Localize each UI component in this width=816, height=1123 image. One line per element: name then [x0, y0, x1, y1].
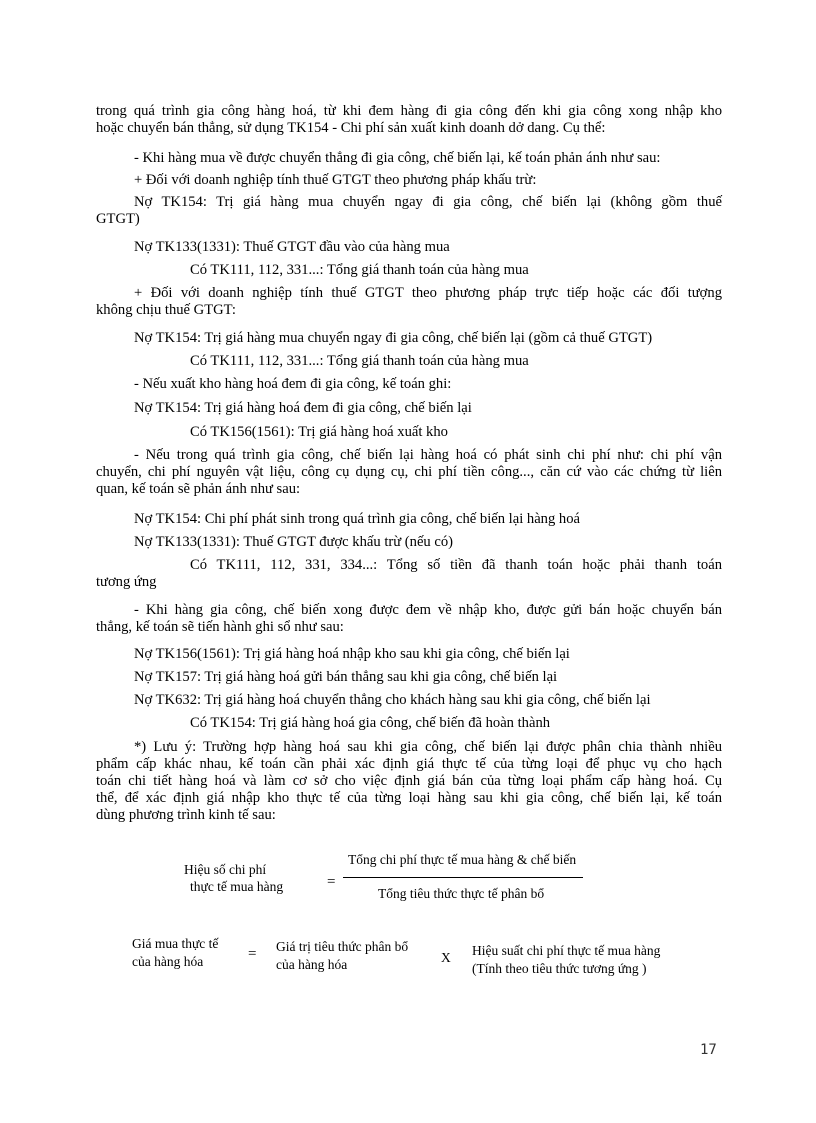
formula-middle: Giá trị tiêu thức phân bổ — [276, 939, 409, 954]
paragraph-line: toán chi tiết hàng hoá và làm cơ sở cho việc định giá bán của từng loại phẩm cấp hàng hoá. Cụ — [96, 773, 722, 789]
multiply-sign: X — [441, 950, 451, 965]
formula-rhs: (Tính theo tiêu thức tương ứng ) — [472, 961, 647, 976]
journal-entry-credit: Có TK111, 112, 331...: Tổng giá thanh toán của hàng mua — [190, 353, 529, 369]
journal-entry-credit: Có TK154: Trị giá hàng hoá gia công, chế biến đã hoàn thành — [190, 715, 551, 731]
paragraph-line: + Đối với doanh nghiệp tính thuế GTGT theo phương pháp trực tiếp hoặc các đối tượng — [134, 285, 722, 301]
note-paragraph — [96, 739, 722, 824]
paragraph: - Nếu xuất kho hàng hoá đem đi gia công, kế toán ghi: — [134, 376, 452, 392]
equals-sign: = — [327, 874, 336, 890]
journal-entry: Nợ TK154: Chi phí phát sinh trong quá trình gia công, chế biến lại hàng hoá — [134, 511, 580, 527]
paragraph-line: Nợ TK154: Trị giá hàng mua chuyển ngay đi gia công, chế biến lại (không gồm thuế — [134, 194, 722, 210]
equals-sign: = — [248, 946, 257, 962]
formula-lhs: Giá mua thực tế — [132, 936, 219, 951]
journal-entry: Nợ TK632: Trị giá hàng hoá chuyển thẳng cho khách hàng sau khi gia công, chế biến lại — [134, 692, 651, 708]
paragraph-line: quan, kế toán sẽ phản ánh như sau: — [96, 481, 301, 497]
paragraph-line: tương ứng — [96, 574, 157, 590]
journal-entry: Nợ TK157: Trị giá hàng hoá gửi bán thẳng sau khi gia công, chế biến lại — [134, 669, 558, 685]
fraction-bar — [343, 877, 583, 878]
paragraph-line: *) Lưu ý: Trường hợp hàng hoá sau khi gia công, chế biến lại được phân chia thành nhiều — [134, 739, 722, 755]
paragraph-line: không chịu thuế GTGT: — [96, 302, 236, 318]
paragraph-line: trong quá trình gia công hàng hoá, từ khi đem hàng đi gia công đến khi gia công xong nhập kho — [96, 103, 722, 119]
journal-entry — [96, 194, 722, 228]
journal-entry: Nợ TK156(1561): Trị giá hàng hoá nhập kho sau khi gia công, chế biến lại — [134, 646, 570, 662]
journal-entry: Nợ TK154: Trị giá hàng hoá đem đi gia công, chế biến lại — [134, 400, 472, 416]
paragraph-line: - Khi hàng gia công, chế biến xong được đem về nhập kho, được gửi bán hoặc chuyển bán — [134, 602, 722, 618]
paragraph: + Đối với doanh nghiệp tính thuế GTGT theo phương pháp khấu trừ: — [134, 172, 537, 188]
paragraph-line: phẩm cấp khác nhau, kế toán cần phải xác định giá thực tế của từng loại để phục vụ cho hạch — [96, 756, 722, 772]
formula-lhs: của hàng hóa — [132, 954, 204, 969]
formula-lhs: Hiệu số chi phí — [184, 862, 267, 877]
paragraph-line: GTGT) — [96, 211, 140, 227]
paragraph-line: dùng phương trình kinh tế sau: — [96, 807, 276, 823]
paragraph — [96, 602, 722, 636]
journal-entry: Nợ TK154: Trị giá hàng mua chuyển ngay đi gia công, chế biến lại (gồm cả thuế GTGT) — [134, 330, 653, 346]
paragraph-line: Có TK111, 112, 331, 334...: Tổng số tiền đã thanh toán hoặc phải thanh toán — [190, 557, 722, 573]
paragraph-line: thẳng, kế toán sẽ tiến hành ghi sổ như sau: — [96, 619, 344, 635]
journal-entry-credit — [96, 557, 722, 591]
page-number: 17 — [700, 1042, 717, 1058]
paragraph-line: hoặc chuyển bán thẳng, sử dụng TK154 - Chi phí sản xuất kinh doanh dở dang. Cụ thể: — [96, 120, 606, 136]
paragraph: - Khi hàng mua về được chuyển thẳng đi gia công, chế biến lại, kế toán phản ánh như sau: — [134, 150, 661, 166]
paragraph-line: thể, để xác định giá nhập kho thực tế của từng loại hàng sau khi gia công, chế biến lại, kế toán — [96, 790, 722, 806]
journal-entry-credit: Có TK111, 112, 331...: Tổng giá thanh toán của hàng mua — [190, 262, 529, 278]
journal-entry: Nợ TK133(1331): Thuế GTGT được khấu trừ (nếu có) — [134, 534, 454, 550]
formula-rhs: Hiệu suất chi phí thực tế mua hàng — [472, 943, 661, 958]
paragraph-line: - Nếu trong quá trình gia công, chế biến lại hàng hoá có phát sinh chi phí như: chi phí vận — [134, 447, 722, 463]
journal-entry-credit: Có TK156(1561): Trị giá hàng hoá xuất kho — [190, 424, 448, 440]
formula-numerator: Tổng chi phí thực tế mua hàng & chế biến — [348, 852, 577, 867]
formula-lhs: thực tế mua hàng — [190, 879, 284, 894]
paragraph-line: chuyển, chi phí nguyên vật liệu, công cụ dụng cụ, chi phí tiền công..., căn cứ vào các chứng từ liên — [96, 464, 722, 480]
paragraph — [96, 447, 722, 498]
formula-middle: của hàng hóa — [276, 957, 348, 972]
paragraph-intro — [96, 103, 722, 137]
formula-denominator: Tổng tiêu thức thực tế phân bổ — [378, 886, 545, 901]
journal-entry: Nợ TK133(1331): Thuế GTGT đầu vào của hàng mua — [134, 239, 450, 255]
paragraph — [96, 285, 722, 319]
